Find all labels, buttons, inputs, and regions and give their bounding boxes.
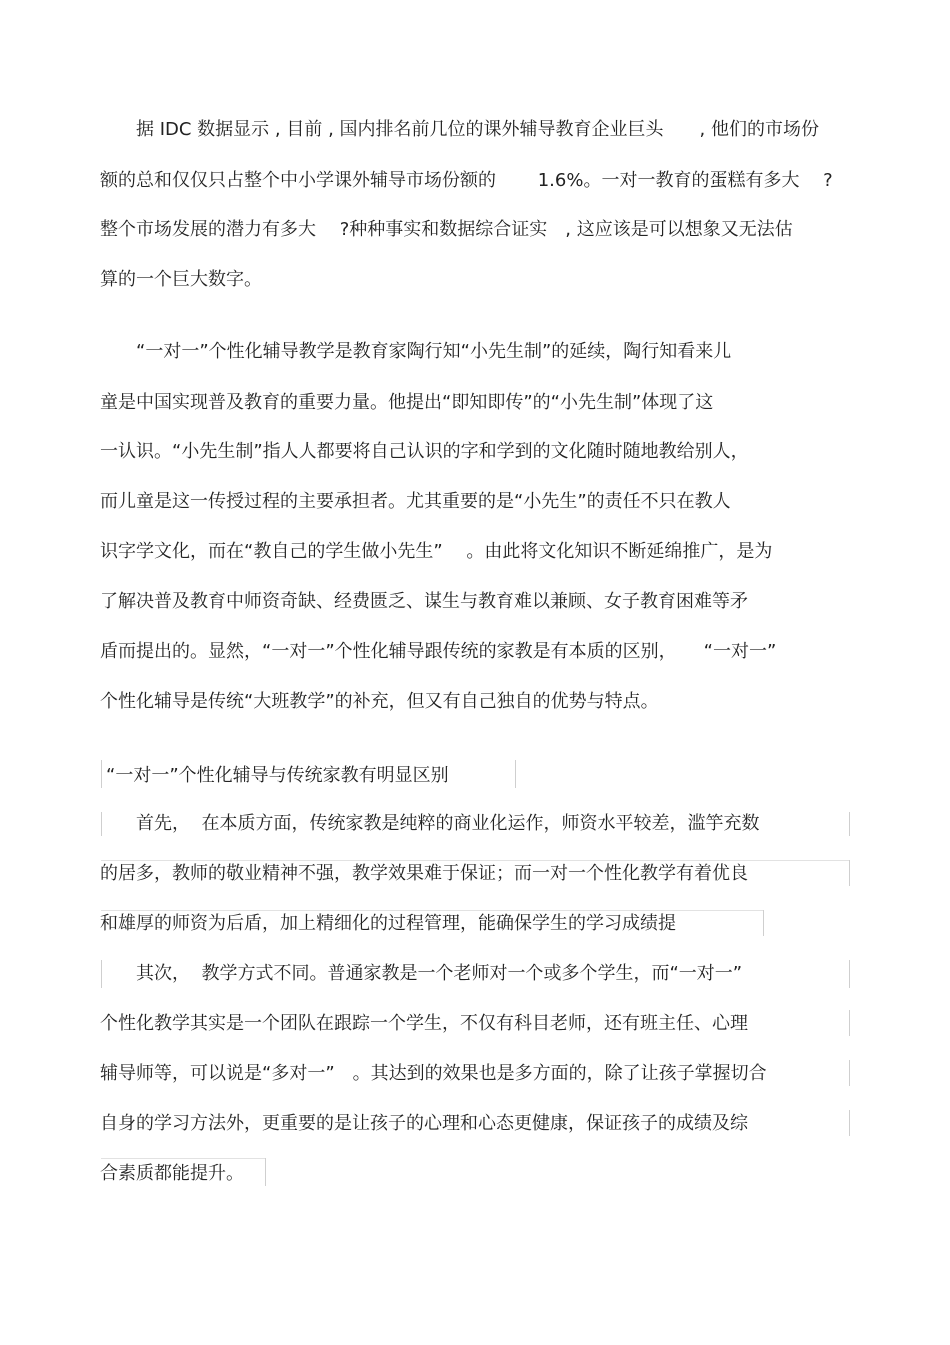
paragraph-1-line-2: 额的总和仅仅只占整个中小学课外辅导市场份额的 1.6%。一对一教育的蛋糕有多大 ? xyxy=(100,170,833,191)
paragraph-3-line-1: 首先， 在本质方面，传统家教是纯粹的商业化运作，师资水平较差，滥竽充数 xyxy=(100,813,760,834)
table-cell-border xyxy=(101,1158,265,1159)
table-cell-border xyxy=(849,1010,850,1036)
paragraph-2-line-1: “一对一”个性化辅导教学是教育家陶行知“小先生制”的延续，陶行知看来儿 xyxy=(100,341,732,362)
table-cell-border xyxy=(849,860,850,886)
paragraph-2-line-5: 识字学文化，而在“教自己的学生做小先生” 。由此将文化知识不断延绵推广，是为 xyxy=(100,541,773,562)
paragraph-4-line-1: 其次， 教学方式不同。普通家教是一个老师对一个或多个学生，而“一对一” xyxy=(100,963,743,984)
table-cell-border xyxy=(849,960,850,988)
table-cell-border xyxy=(101,860,849,861)
paragraph-1-line-3: 整个市场发展的潜力有多大 ?种种事实和数据综合证实 , 这应该是可以想象又无法估 xyxy=(100,219,793,240)
table-cell-border xyxy=(849,1110,850,1136)
paragraph-2-line-7: 盾而提出的。显然，“一对一”个性化辅导跟传统的家教是有本质的区别， “一对一” xyxy=(100,641,777,662)
paragraph-1-line-1: 据 IDC 数据显示 , 目前 , 国内排名前几位的课外辅导教育企业巨头 , 他们的市场份 xyxy=(100,119,819,140)
paragraph-3-line-3: 和雄厚的师资为后盾，加上精细化的过程管理，能确保学生的学习成绩提 xyxy=(100,913,676,934)
paragraph-1-line-4: 算的一个巨大数字。 xyxy=(100,269,262,290)
paragraph-2-line-8: 个性化辅导是传统“大班教学”的补充，但又有自己独自的优势与特点。 xyxy=(100,691,659,712)
paragraph-4-line-4: 自身的学习方法外，更重要的是让孩子的心理和心态更健康，保证孩子的成绩及综 xyxy=(100,1113,748,1134)
paragraph-2-line-2: 童是中国实现普及教育的重要力量。他提出“即知即传”的“小先生制”体现了这 xyxy=(100,392,714,413)
table-cell-border xyxy=(101,910,763,911)
paragraph-2-line-4: 而儿童是这一传授过程的主要承担者。尤其重要的是“小先生”的责任不只在教人 xyxy=(100,491,731,512)
paragraph-2-line-6: 了解决普及教育中师资奇缺、经费匮乏、谋生与教育难以兼顾、女子教育困难等矛 xyxy=(100,591,748,612)
table-cell-border xyxy=(763,910,764,936)
table-cell-border xyxy=(849,812,850,836)
table-cell-border xyxy=(101,760,102,788)
table-cell-border xyxy=(265,1158,266,1186)
table-cell-border xyxy=(515,760,516,788)
paragraph-4-line-5: 合素质都能提升。 xyxy=(100,1163,244,1184)
section-heading: “一对一”个性化辅导与传统家教有明显区别 xyxy=(106,765,449,786)
table-cell-border xyxy=(849,1060,850,1086)
paragraph-2-line-3: 一认识。“小先生制”指人人都要将自己认识的字和学到的文化随时随地教给别人， xyxy=(100,441,749,462)
paragraph-4-line-3: 辅导师等，可以说是“多对一” 。其达到的效果也是多方面的，除了让孩子掌握切合 xyxy=(100,1063,767,1084)
paragraph-4-line-2: 个性化教学其实是一个团队在跟踪一个学生，不仅有科目老师，还有班主任、心理 xyxy=(100,1013,748,1034)
paragraph-3-line-2: 的居多，教师的敬业精神不强，教学效果难于保证；而一对一个性化教学有着优良 xyxy=(100,863,748,884)
